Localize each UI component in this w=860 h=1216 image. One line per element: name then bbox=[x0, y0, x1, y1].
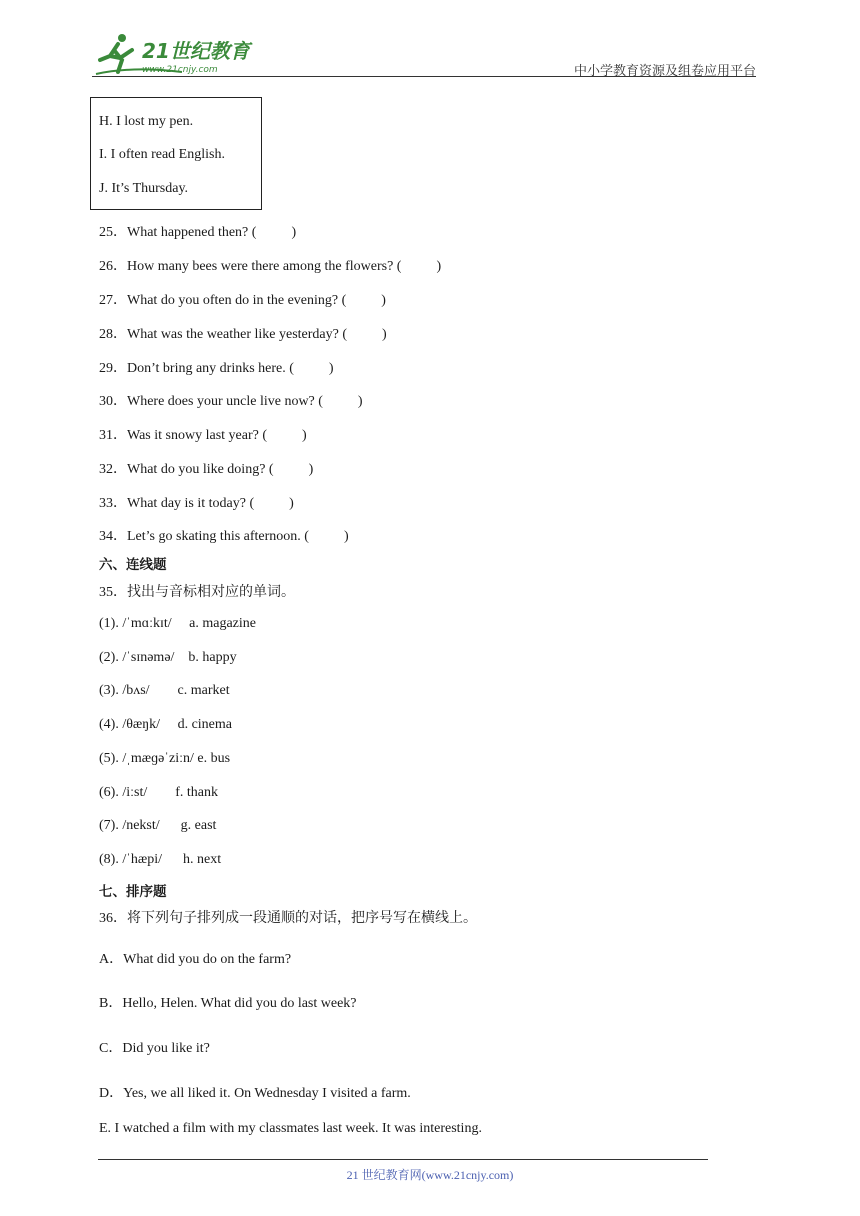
section-title-matching: 六、连线题 bbox=[99, 557, 167, 573]
question-29: 29．Don’t bring any drinks here. ( ) bbox=[99, 361, 334, 376]
question-35: 35．找出与音标相对应的单词。 bbox=[99, 585, 295, 600]
site-name: 中小学教育资源及组卷应用平台 bbox=[573, 63, 756, 78]
question-36: 36．将下列句子排列成一段通顺的对话，把序号写在横线上。 bbox=[99, 911, 477, 926]
question-34: 34．Let’s go skating this afternoon. ( ) bbox=[99, 529, 349, 544]
footer-text: 21 世纪教育网(www.21cnjy.com) bbox=[346, 1168, 514, 1182]
logo-url: www.21cnjy.com bbox=[142, 65, 218, 75]
runner-logo-icon bbox=[92, 30, 262, 80]
question-30: 30．Where does your uncle live now? ( ) bbox=[99, 394, 363, 409]
dialogue-a: A．What did you do on the farm? bbox=[99, 952, 292, 967]
dialogue-e: E. I watched a film with my classmates last week. It was interesting. bbox=[99, 1121, 482, 1136]
match-item-7: (7). /nekst/ g. east bbox=[99, 818, 217, 833]
question-33: 33．What day is it today? ( ) bbox=[99, 496, 294, 511]
question-32: 32．What do you like doing? ( ) bbox=[99, 462, 314, 477]
logo-text: 21世纪教育 bbox=[142, 39, 250, 63]
option-h: H. I lost my pen. bbox=[99, 114, 194, 129]
match-item-8: (8). /ˈhæpi/ h. next bbox=[99, 852, 222, 867]
footer-divider bbox=[98, 1159, 708, 1160]
dialogue-b: B．Hello, Helen. What did you do last week? bbox=[99, 996, 357, 1011]
section-title-ordering: 七、排序题 bbox=[99, 884, 167, 900]
option-i: I. I often read English. bbox=[99, 147, 225, 162]
option-j: J. It’s Thursday. bbox=[99, 181, 189, 196]
match-item-1: (1). /ˈmɑːkɪt/ a. magazine bbox=[99, 616, 256, 631]
match-item-5: (5). /ˌmæɡəˈziːn/ e. bus bbox=[99, 751, 231, 766]
dialogue-d: D．Yes, we all liked it. On Wednesday I visited a farm. bbox=[99, 1086, 411, 1101]
match-item-4: (4). /θæŋk/ d. cinema bbox=[99, 717, 232, 732]
site-logo bbox=[92, 30, 262, 80]
question-28: 28．What was the weather like yesterday? ( ) bbox=[99, 327, 387, 342]
header-divider bbox=[92, 76, 756, 77]
match-item-3: (3). /bʌs/ c. market bbox=[99, 683, 230, 698]
question-25: 25．What happened then? ( ) bbox=[99, 225, 297, 240]
dialogue-c: C．Did you like it? bbox=[99, 1041, 210, 1056]
match-item-2: (2). /ˈsɪnəmə/ b. happy bbox=[99, 650, 237, 665]
question-26: 26．How many bees were there among the flowers? ( ) bbox=[99, 259, 442, 274]
question-27: 27．What do you often do in the evening? ( ) bbox=[99, 293, 386, 308]
match-item-6: (6). /iːst/ f. thank bbox=[99, 785, 218, 800]
question-31: 31．Was it snowy last year? ( ) bbox=[99, 428, 307, 443]
